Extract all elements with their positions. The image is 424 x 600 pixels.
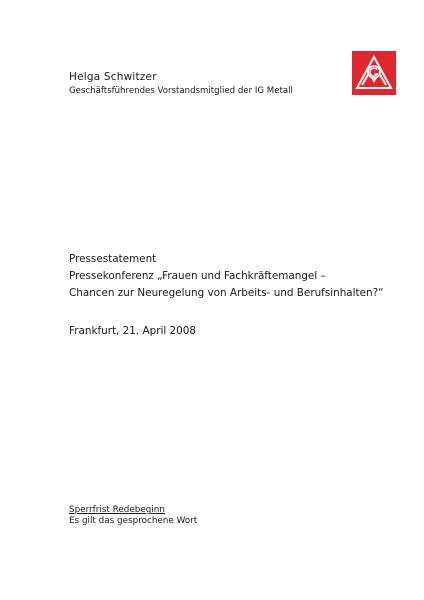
ig-metall-logo-icon (352, 51, 396, 95)
statement-block (69, 251, 384, 302)
embargo-notice (69, 505, 197, 527)
embargo-line: Sperrfrist Redebeginn (69, 505, 165, 515)
conference-title-line1: Pressekonferenz „Frauen und Fachkräftemangel – (69, 270, 326, 282)
spoken-word-note: Es gilt das gesprochene Wort (69, 516, 198, 526)
author-role: Geschäftsführendes Vorstandsmitglied der IG Metall (69, 86, 293, 96)
author-name: Helga Schwitzer (69, 71, 157, 83)
author-block (69, 71, 293, 97)
conference-title-line2: Chancen zur Neuregelung von Arbeits- und Berufsinhalten?“ (69, 287, 384, 299)
dateline: Frankfurt, 21. April 2008 (69, 325, 196, 337)
statement-title: Pressestatement (69, 253, 157, 265)
